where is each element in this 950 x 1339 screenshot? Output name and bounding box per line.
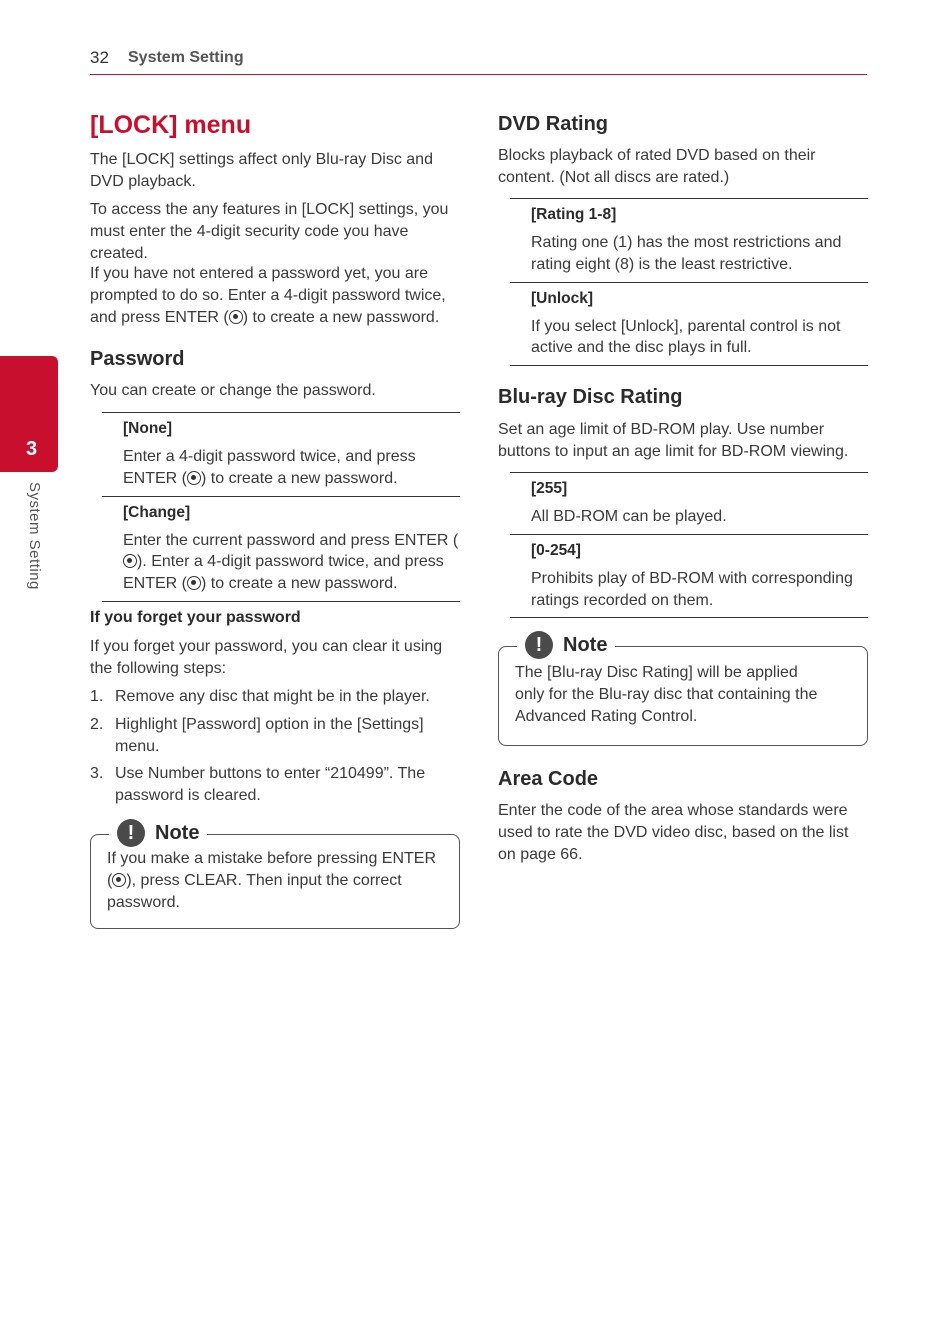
option-row-none	[102, 413, 460, 497]
chapter-number: 3	[26, 438, 38, 460]
option-label: [None]	[123, 420, 173, 437]
section-title: System Setting	[128, 49, 244, 66]
option-description: Enter a 4-digit password twice, and press ENTER ( ) to create a new password.	[123, 448, 416, 487]
chapter-label: System Setting	[26, 482, 43, 590]
page-header	[90, 48, 867, 75]
enter-icon	[187, 471, 201, 485]
area-code-heading: Area Code	[498, 768, 599, 790]
enter-icon	[123, 554, 137, 568]
option-description: All BD-ROM can be played.	[531, 508, 727, 525]
bluray-rating-options-table	[510, 472, 868, 618]
option-description: Rating one (1) has the most restrictions and rating eight (8) is the least restrictive.	[531, 234, 842, 273]
forget-password-description: If you forget your password, you can clear it using the following steps:	[90, 638, 443, 677]
exclamation-icon: !	[525, 631, 553, 659]
area-code-description: Enter the code of the area whose standards were used to rate the DVD video disc, based on the list on page 66.	[498, 802, 849, 863]
note-title: Note	[563, 633, 608, 656]
option-row-0-254	[510, 535, 868, 619]
page-number: 32	[90, 48, 109, 67]
intro-paragraph-1: The [LOCK] settings affect only Blu-ray Disc and DVD playback.	[90, 151, 433, 190]
option-description: Prohibits play of BD-ROM with corresponding ratings recorded on them.	[531, 569, 853, 609]
intro-paragraph-3: If you have not entered a password yet, you are prompted to do so. Enter a 4-digit password twice, and press ENTER ( ) to create a new password.	[90, 265, 446, 326]
option-label: [Unlock]	[531, 289, 593, 307]
list-item: 1. Remove any disc that might be in the player.	[90, 688, 430, 705]
bluray-rating-heading: Blu-ray Disc Rating	[498, 386, 683, 408]
enter-icon	[229, 310, 243, 324]
forget-password-steps	[90, 686, 460, 813]
note-text: If you make a mistake before pressing ENTER ( ), press CLEAR. Then input the correct password.	[107, 850, 437, 911]
exclamation-icon: !	[117, 819, 145, 847]
password-options-table	[102, 412, 460, 602]
option-row-change	[102, 497, 460, 602]
password-heading: Password	[90, 348, 185, 370]
option-row-255	[510, 473, 868, 535]
option-label: [0-254]	[531, 541, 581, 559]
note-title: Note	[155, 821, 200, 844]
option-label: [Change]	[123, 503, 191, 521]
dvd-rating-description: Blocks playback of rated DVD based on their content. (Not all discs are rated.)	[498, 147, 816, 186]
option-row-unlock	[510, 283, 868, 367]
enter-icon	[112, 873, 126, 887]
password-description: You can create or change the password.	[90, 382, 376, 399]
list-item: 2. Highlight [Password] option in the [Settings] menu.	[90, 715, 424, 755]
option-label: [Rating 1-8]	[531, 206, 617, 223]
note-box-password	[90, 821, 460, 929]
intro-paragraph-2: To access the any features in [LOCK] settings, you must enter the 4-digit security code you have created.	[90, 201, 449, 262]
enter-icon	[187, 576, 201, 590]
option-description: Enter the current password and press ENTER (). Enter a 4-digit password twice, and press ENTER ( ) to create a new password.	[123, 531, 459, 593]
note-text: The [Blu-ray Disc Rating] will be applied only for the Blu-ray disc that containing the Advanced Rating Control.	[515, 664, 818, 725]
note-header	[109, 819, 207, 847]
page-title: [LOCK] menu	[90, 111, 252, 139]
option-description: If you select [Unlock], parental control is not active and the disc plays in full.	[531, 317, 841, 357]
note-header	[517, 631, 615, 659]
list-item: 3. Use Number buttons to enter “210499”. The password is cleared.	[90, 765, 426, 805]
dvd-rating-heading: DVD Rating	[498, 113, 608, 135]
forget-password-heading: If you forget your password	[90, 609, 301, 626]
note-box-bluray	[498, 633, 868, 746]
dvd-rating-options-table	[510, 198, 868, 366]
bluray-rating-description: Set an age limit of BD-ROM play. Use number buttons to input an age limit for BD-ROM viewing.	[498, 421, 849, 460]
option-label: [255]	[531, 480, 568, 497]
option-row-rating	[510, 199, 868, 283]
